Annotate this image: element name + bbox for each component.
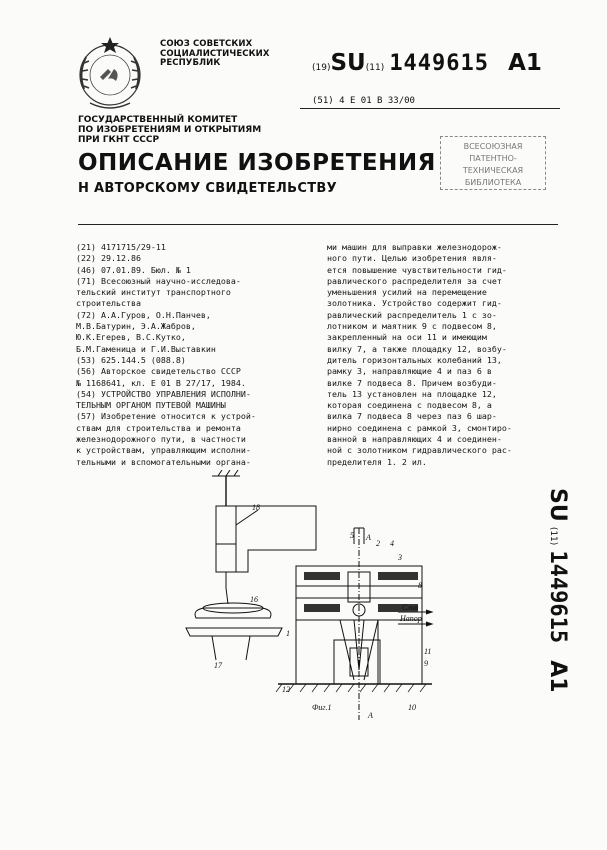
stamp-line: ПАТЕНТНО-ТЕХНИЧЕСКАЯ — [462, 154, 524, 175]
title-rule — [78, 224, 558, 225]
figure-label: 4 — [390, 539, 394, 548]
text-line: нирно соединена с рамкой 3, смонтиро- — [327, 422, 512, 433]
text-line: тельский институт транспортного — [76, 287, 231, 298]
publication-number — [312, 50, 542, 76]
committee-name — [78, 115, 261, 145]
technical-drawing — [178, 470, 438, 730]
figure-label: 10 — [408, 703, 416, 712]
ipc-classification — [312, 96, 415, 106]
side-country: SU — [545, 488, 570, 522]
ipc-code: (51) 4 — [312, 96, 345, 106]
text-line: (53) 625.144.5 (088.8) — [76, 354, 186, 365]
ussr-emblem-icon — [70, 33, 150, 113]
figure-label: 11 — [424, 647, 432, 656]
text-line: рамку 3, направляющие 4 и паз 6 в — [327, 366, 492, 377]
text-line: ванной в направляющих 4 и соединен- — [327, 434, 502, 445]
text-line: дитель горизонтальных колебаний 13, — [327, 354, 502, 365]
document-subtitle: Н АВТОРСКОМУ СВИДЕТЕЛЬСТВУ — [78, 181, 337, 196]
text-line: (54) УСТРОЙСТВО УПРАВЛЕНИЯ ИСПОЛНИ- — [76, 388, 251, 399]
side-code: (11) — [548, 526, 558, 546]
committee-line: ГОСУДАРСТВЕННЫЙ КОМИТЕТ — [78, 115, 238, 125]
figure-label: A — [366, 533, 371, 542]
text-line: пределителя 1. 2 ил. — [327, 456, 427, 467]
inid-code: (19) — [312, 63, 331, 73]
text-line: № 1168641, кл. Е 01 В 27/17, 1984. — [76, 377, 246, 388]
text-line: ствам для строительства и ремонта — [76, 422, 241, 433]
figure-label: 1 — [286, 629, 290, 638]
text-line: к устройствам, управляющим исполни- — [76, 445, 251, 456]
text-line: вилке 7 подвеса 8. Причем возбуди- — [327, 377, 497, 388]
side-kind: A1 — [545, 660, 570, 693]
text-line: ной с золотником гидравлического рас- — [327, 445, 512, 456]
drain-port-label: Слив — [402, 603, 419, 612]
union-line: СОЮЗ СОВЕТСКИХ — [160, 39, 253, 49]
text-line: лотником и маятник 9 с подвесом 8, — [327, 321, 497, 332]
library-stamp — [440, 136, 546, 190]
text-line: тель 13 установлен на площадке 12, — [327, 388, 497, 399]
country-code: SU — [330, 50, 366, 76]
text-line: тельными и вспомогательными органа- — [76, 456, 251, 467]
text-line: М.В.Батурин, Э.А.Жабров, — [76, 321, 196, 332]
text-line: (56) Авторское свидетельство СССР — [76, 366, 241, 377]
text-line: Ю.К.Егерев, В.С.Кутко, — [76, 332, 186, 343]
header-rule — [300, 108, 560, 109]
figure-label: 9 — [424, 659, 428, 668]
figure-label: 3 — [398, 553, 402, 562]
figure-label: 17 — [214, 661, 222, 670]
figure-label: 12 — [282, 685, 290, 694]
text-line: ется повышение чувствительности гид- — [327, 264, 507, 275]
figure-label: 5 — [350, 531, 354, 540]
text-line: ми машин для выправки железнодорож- — [327, 242, 502, 252]
inid-code: (11) — [365, 63, 385, 73]
text-line: (46) 07.01.89. Бюл. № 1 — [76, 264, 191, 275]
text-line: вилка 7 подвеса 8 через паз 6 шар- — [327, 411, 497, 422]
union-line: РЕСПУБЛИК — [160, 58, 221, 68]
text-line: железнодорожного пути, в частности — [76, 434, 246, 445]
text-line: (21) 4171715/29-11 — [76, 242, 166, 252]
stamp-line: ВСЕСОЮЗНАЯ — [463, 142, 523, 151]
figure-label: A — [368, 711, 373, 720]
text-line: равлического распределителя за счет — [327, 275, 502, 286]
document-title: ОПИСАНИЕ ИЗОБРЕТЕНИЯ — [78, 150, 436, 176]
side-publication-number — [540, 488, 600, 698]
figure-label: 16 — [250, 595, 258, 604]
figure-label: 18 — [252, 503, 260, 512]
text-line: равлический распределитель 1 с зо- — [327, 309, 497, 320]
text-line: ного пути. Целью изобретения явля- — [327, 253, 497, 264]
text-line: (71) Всесоюзный научно-исследова- — [76, 275, 241, 286]
patent-number: 1449615 — [389, 51, 490, 76]
stamp-line: БИБЛИОТЕКА — [464, 178, 522, 187]
committee-line: ПРИ ГКНТ СССР — [78, 135, 160, 145]
figure-label: 2 — [376, 539, 380, 548]
hydraulic-cylinder — [216, 506, 236, 544]
bibliographic-column — [76, 242, 256, 468]
figure-caption: Фиг.1 — [312, 703, 332, 712]
text-line: (72) А.А.Гуров, О.Н.Панчев, — [76, 309, 211, 320]
text-line: (57) Изобретение относится к устрой- — [76, 411, 256, 422]
figure-label: 8 — [418, 581, 422, 590]
text-line: ТЕЛЬНЫМ ОРГАНОМ ПУТЕВОЙ МАШИНЫ — [76, 400, 226, 411]
text-line: вилку 7, а также площадку 12, возбу- — [327, 343, 507, 354]
abstract-column — [327, 242, 512, 468]
ipc-value: E 01 B 33/00 — [349, 96, 415, 106]
committee-line: ПО ИЗОБРЕТЕНИЯМ И ОТКРЫТИЯМ — [78, 125, 262, 135]
text-line: закрепленный на оси 11 и имеющим — [327, 332, 487, 343]
pressure-port-label: Напор — [400, 614, 422, 623]
union-line: СОЦИАЛИСТИЧЕСКИХ — [160, 48, 270, 59]
text-line: уменьшения усилий на перемещение — [327, 287, 487, 298]
text-line: (22) 29.12.86 — [76, 253, 141, 264]
text-line: Б.М.Гаменица и Г.И.Выставкин — [76, 343, 216, 354]
kind-code: A1 — [508, 50, 542, 76]
text-line: строительства — [76, 298, 141, 309]
side-number: 1449615 — [545, 550, 570, 644]
text-line: которая соединена с подвесом 8, а — [327, 400, 492, 411]
union-name — [160, 40, 270, 69]
text-line: золотника. Устройство содержит гид- — [327, 298, 502, 309]
